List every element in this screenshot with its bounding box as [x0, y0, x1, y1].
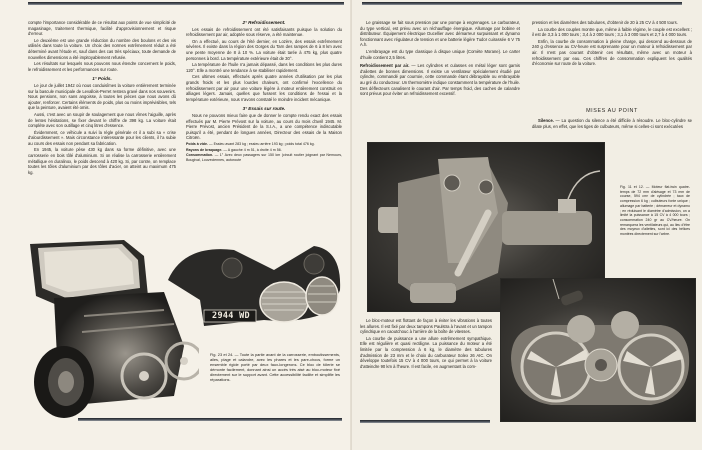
paragraph: compte l'importance considérable de ce résultat aux points de vue simplicité de magasinage, traitement thermique, facilité d'approvisionnement et risque d'erreur. [28, 20, 176, 37]
front-bodywork-photo [164, 240, 344, 336]
figure-caption-23-24: Fig. 23 et 24. — Toute la partie avant de la carrosserie, emboutissements, ailes, plage et calandre, avec les phares et les pare-chocs, forme un ensemble rigide porté par deux faux-longerons. Ce bloc de tôlerie se démonte facilement, donnant ainsi un accès très aisé au bloc-moteur fixé directement sur le support avant. Cette accessibilité facilite et simplifie les réparations. [210, 352, 340, 383]
right-page-column-1 [360, 20, 520, 98]
spec-poids [186, 142, 342, 147]
right-page-bottom-column [360, 318, 492, 370]
paragraph: Ces ultimes essais, effectués après quatre années d'utilisation par les plus grands froids et les plus lourdes chaleurs, ont confirmé l'excellence du refroidissement par air pour une voiture légère à moteur entièrement construit en alliages légers. Jamais, quelles que fussent les conditions de l'essai et la température extérieure, nous n'avons constaté le moindre incident mécanique. [186, 74, 342, 102]
bottom-rule-right [360, 420, 490, 423]
paragraph: En 1945, la voiture pèse 430 kg dans sa forme définitive, avec une carrosserie en bois tôlé d'aluminium. Si on réalise la carrosserie entièrement métallique en duralinox, le poids descend à 420 kg. Si, par contre, on remplace toutes les tôles d'aluminium par des tôles d'acier, on atteint au maximum 475 kg. [28, 147, 176, 175]
paragraph: Aussi, c'est avec un soupir de soulagement que nous vîmes l'aiguille, après de lentes hésitations, se fixer devant le chiffre de 398 kg. La voiture était complète avec son outillage et cinq litres d'essence. [28, 111, 176, 129]
figure-caption-11-12: Fig. 11 et 12. — Moteur flat-twin quatre-temps de 72 mm d'alésage et 73 mm de course, 594 cm³ de cylindrée ; taux de compression 6 kg ; culbuteurs fonte unique ; allumage par batterie ; démarreur et dynamo ; en réduisant le diamètre d'admission, on a limité la puissance à 15 CV à 4 000 tours ; consommation 240 gr au CV/heure. On remarquera les ventilateurs qui, au lieu d'être des moyeux d'ailettes, sont ici des hélices montées directement sur l'arbre. [620, 185, 690, 237]
runin-silence: Silence. [538, 118, 554, 123]
paragraph: L'embrayage est du type classique à disque unique (Comète Morane). Le carter d'huile contient 2,5 litres. [360, 48, 520, 60]
paragraph: Les résultats sur lesquels nous pouvons nous étendre concernent le poids, le refroidissement et les performances sur route. [28, 61, 176, 72]
spec-label: Poids à vide. [186, 141, 208, 146]
paragraph: Le jour de juillet 1942 où nous conduisîmes la voiture entièrement terminée sur la bascule municipale de Levallois-Perret restera gravé dans nos souvenirs. Nous pensions, non sans angoisse, à toutes les pièces que nous avons dû ajouter, renforcer. Certains éléments de poids, plus ou moins imprévisibles, tels que la peinture, avaient été omis. [28, 82, 176, 111]
spec-text: — 1° Avec deux passagers sur 150 km (circuit routier joignant par Nemours, Bougival, Louveciennes, autoroute [186, 153, 342, 163]
right-page-column-2 [532, 20, 692, 68]
left-page-column-1 [28, 20, 176, 176]
engine-fans-illustration [501, 279, 696, 422]
paragraph: La courbe de puissance a une allure extrêmement sympathique. Elle est régulière et quasi rectiligne. La puissance du moteur a été limitée par la compression à 6 kg, le diamètre des tubulures d'admission de 23 mm et le choix du carburateur Solex 26 AIC. On développe toutefois 15 CV à 4 000 tours, ce qui permet à la voiture d'atteindre 90 km à l'heure. Il est facile, en augmentant la com- [360, 335, 492, 369]
spec-braquage [186, 148, 342, 153]
paragraph: Évidemment, ce véhicule a suivi la règle générale et il a subi sa « crise d'alourdissement ». Mais circonstance intéressante pour les clients, il l'a subie au cours des essais non pendant sa fabrication. [28, 129, 176, 146]
right-page [352, 0, 702, 450]
paragraph: Le graissage se fait sous pression par une pompe à engrenages. Le carburateur, du type vertical, est prévu avec un réchauffage énergique. Allumage par bobine et distributeur. Équipement électrique Ducellier avec démarreur surpuissant et dynamo fonctionnant avec régulateur de tension et une batterie légère Tudor cuirassée 6 V 75 A.h. [360, 20, 520, 48]
paragraph: La température de l'huile n'a jamais dépassé, dans les conditions les plus dures 120°. Elle a montré une tendance à se stabiliser rapidement. [186, 62, 342, 73]
paragraph: Le deuxième est une grande réduction du nombre des boulons et des vis utilisés dans toute la voiture. Un choix des normes extrêmement réduit a été déterminé avant l'étude et, sauf dans des cas très spéciaux, toute demande de nouvelles dimensions a été impitoyablement refusée. [28, 37, 176, 60]
paragraph: La courbe des couples montre que, même à faible régime, le couple est excellent ; il est de 3,3 à 1 000 tours ; 3,4 à 2 000 tours ; 3,1 à 3 000 tours et 2,7 à 4 000 tours. [532, 26, 692, 38]
paragraph: Les essais de refroidissement ont été satisfaisants puisque la solution du refroidissement par air, adoptée sous réserve, a été maintenue. [186, 26, 342, 38]
heading-essais: 3° Essais sur route. [242, 106, 286, 112]
heading-refroidissement: 2° Refroidissement. [242, 20, 286, 25]
spec-label: Rayons de braquage. [186, 147, 223, 152]
heading-poids: 1° Poids. [92, 76, 112, 82]
paragraph-text: — La question du silence a été difficile à résoudre. Le bloc-cylindre se dilate plus, en effet, que les tiges de culbuteurs, même si celles-ci sont exécutées [532, 118, 692, 129]
silence-paragraph [532, 118, 692, 130]
license-plate: 2944 WD [212, 311, 250, 321]
spec-text: — Essieu avant 283 kg ; essieu arrière 193 kg ; poids total 476 kg. [208, 141, 315, 146]
paragraph-silence [532, 118, 692, 129]
bottom-rule-left [78, 418, 342, 421]
paragraph: On a effectué, au cours de l'été dernier, en Lozère, des essais extrêmement sévères. Il existe dans la région des Gorges du Tarn des rampes de 6 à 8 km avec une pente moyenne de 8 à 10 %. La voiture était tarée à 475 kg, plus quatre personnes à bord. La température extérieure était de 30°. [186, 38, 342, 61]
section-title-mises-au-point: MISES AU POINT [586, 108, 638, 114]
paragraph: pression et les diamètres des tubulures, d'obtenir de 20 à 25 CV à 4 500 tours. [532, 20, 678, 25]
paragraph-refroidissement [360, 63, 520, 97]
paragraph-text: — Les cylindres et culasses en métal léger sont garnis d'ailettes de bonnes dimensions. Il existe un ventilateur spécialement étudié par cylindre, commandé par courroie, cette commande étant débrayable ou embrayable au gré du conducteur. Un thermomètre indique constamment la température de l'huile. Des déflecteurs canalisent le courant d'air. Par temps froid, des caches de calandre sont prévus pour éviter un refroidissement excessif. [360, 63, 521, 97]
spec-text: — A gauche 4 m 51, à droite 4 m 56. [223, 147, 282, 152]
paragraph: Nous ne pouvons mieux faire que de donner le compte rendu exact des essais effectués par M. Pierre Prévost sur la voiture, au cours du mois d'avril 1945. M. Pierre Prévost, ancien Président de la S.I.A., a une compétence indiscutable puisqu'il a été, pendant de longues années, Directeur des essais de la Maison Citroën. [186, 112, 342, 141]
top-rule-right [362, 2, 682, 5]
spec-consommation [186, 153, 342, 163]
top-rule-left [28, 2, 344, 5]
engine-fans-photo [500, 278, 696, 422]
spec-label: Consommation. [186, 153, 214, 158]
paragraph: Le bloc-moteur est flottant de façon à éviter les vibrations à toutes les allures. Il est fixé par deux tampons Paulstra à l'avant et un tampon cylindrique en caoutchouc à l'arrière de la boîte de vitesses. [360, 318, 492, 335]
runin-refroidissement: Refroidissement par air. [360, 63, 410, 69]
left-page-column-2 [186, 20, 342, 164]
paragraph: Enfin, la courbe de consommation à pleine charge, qui descend au-dessous de 240 g d'essence au CV-heure est surprenante pour un moteur à refroidissement par air. Il n'est pas courant d'obtenir ces résultats, même avec un moteur à refroidissement par eau. Ces chiffres de consommation expliquent les qualités d'économie sur route de la voiture. [532, 38, 692, 67]
